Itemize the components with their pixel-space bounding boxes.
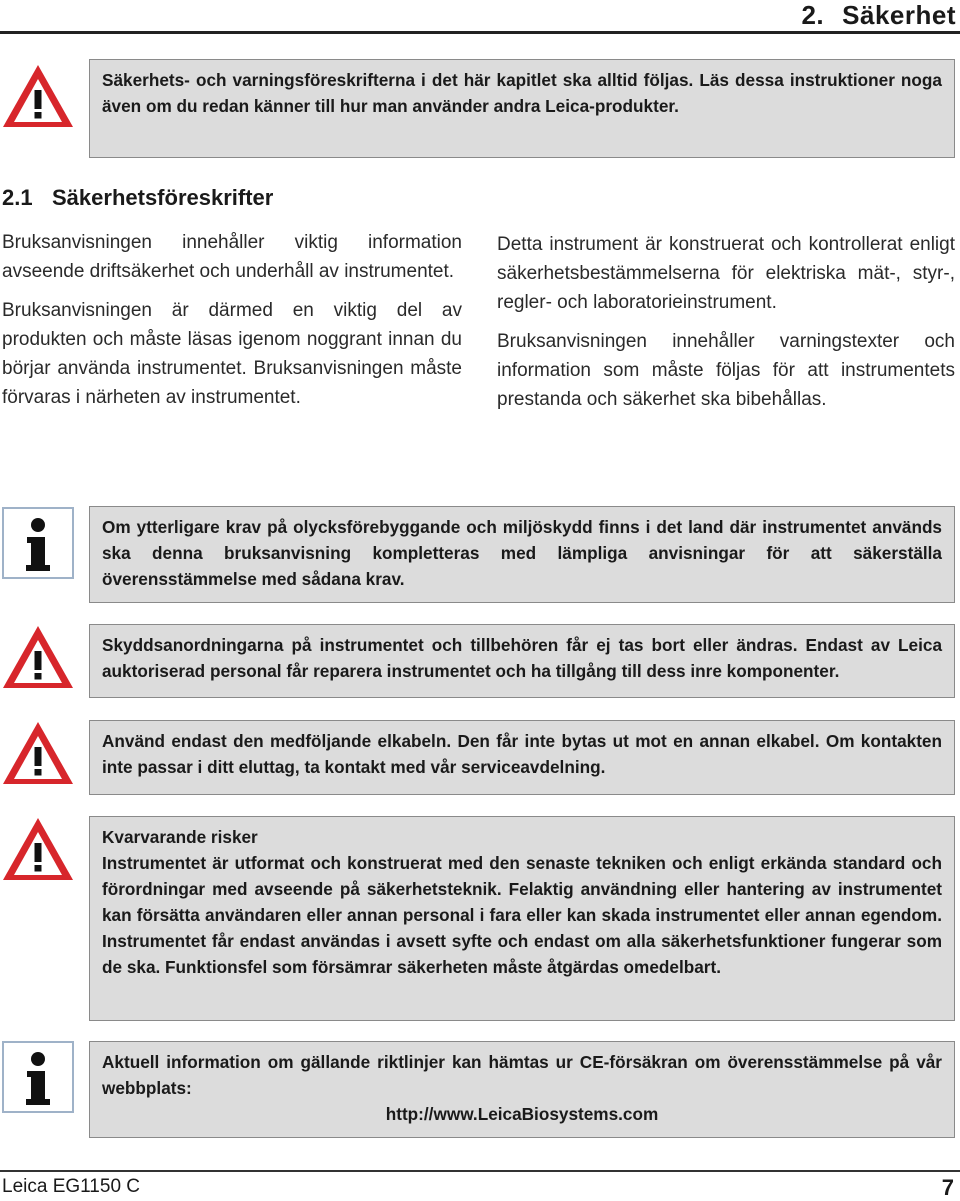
- section-number: 2.1: [2, 185, 33, 210]
- left-paragraph-1: Bruksanvisningen innehåller viktig information avseende driftsäkerhet och underhåll av instrumentet.: [2, 232, 462, 282]
- notice-3-text: Använd endast den medföljande elkabeln. Den får inte bytas ut mot en annan elkabel. Om kontakten inte passar i ditt eluttag, ta kontakt med vår serviceavdelning.: [102, 731, 942, 777]
- notice-power-cable: [89, 720, 955, 795]
- notice-environment-requirements: [89, 506, 955, 603]
- notice-ce-declaration: [89, 1041, 955, 1138]
- footer-rule: [0, 1170, 960, 1172]
- header-rule: [0, 31, 960, 34]
- left-paragraph-2: Bruksanvisningen är därmed en viktig del av produkten och måste läsas igenom noggrant innan du börjar använda instrumentet. Bruksanvisningen måste förvaras i närheten av instrumentet.: [2, 300, 462, 408]
- intro-safety-notice: [89, 59, 955, 158]
- warning-triangle-icon: [0, 62, 76, 130]
- right-paragraph-2: Bruksanvisningen innehåller varningstexter och information som måste följas för att instrumentets prestanda och säkerhet ska bibehållas.: [497, 331, 955, 410]
- section-heading: [2, 185, 273, 211]
- warning-triangle-icon: [0, 719, 76, 787]
- notice-residual-risks: [89, 816, 955, 1021]
- intro-notice-text: Säkerhets- och varningsföreskrifterna i det här kapitlet ska alltid följas. Läs dessa instruktioner noga även om du redan känner till hur man använder andra Leica-produkter.: [102, 70, 942, 116]
- chapter-heading: [801, 0, 956, 31]
- left-column: [2, 228, 462, 422]
- notice-4-heading: Kvarvarande risker: [102, 827, 258, 847]
- section-title: Säkerhetsföreskrifter: [52, 185, 274, 210]
- warning-triangle-icon: [0, 815, 76, 883]
- notice-5-text: Aktuell information om gällande riktlinjer kan hämtas ur CE-försäkran om överensstämmelse på vår webbplats:: [102, 1052, 942, 1098]
- right-column: [497, 230, 955, 424]
- chapter-title: Säkerhet: [842, 0, 956, 30]
- warning-triangle-icon: [0, 623, 76, 691]
- notice-2-text: Skyddsanordningarna på instrumentet och tillbehören får ej tas bort eller ändras. Endast av Leica auktoriserad personal får reparera instrumentet och ha tillgång till dess inre komponenter.: [102, 635, 942, 681]
- website-link[interactable]: http://www.LeicaBiosystems.com: [385, 1104, 659, 1124]
- chapter-number: 2.: [801, 0, 825, 30]
- notice-4-text: Instrumentet är utformat och konstruerat med den senaste tekniken och enligt erkända standard och förordningar med avseende på säkerhetsteknik. Felaktig användning eller hantering av instrumentet kan försätta användaren eller annan personal i fara eller kan skada instrumentet eller annan egendom. Instrumentet får endast användas i avsett syfte och endast om alla säkerhetsfunktioner fungerar som de ska. Funktionsfel som försämrar säkerheten måste åtgärdas omedelbart.: [102, 853, 942, 977]
- footer-product-name: Leica EG1150 C: [2, 1176, 141, 1197]
- right-paragraph-1: Detta instrument är konstruerat och kontrollerat enligt säkerhetsbestämmelserna för elektriska mät-, styr-, regler- och laboratorieinstrument.: [497, 234, 955, 313]
- page-number: 7: [941, 1175, 954, 1200]
- info-icon: [2, 1041, 74, 1113]
- notice-protective-devices: [89, 624, 955, 698]
- info-icon: [2, 507, 74, 579]
- notice-1-text: Om ytterligare krav på olycksförebyggande och miljöskydd finns i det land där instrumentet används ska denna bruksanvisning kompletteras med lämpliga anvisningar för att säkerställa överensstämmelse med sådana krav.: [102, 517, 942, 589]
